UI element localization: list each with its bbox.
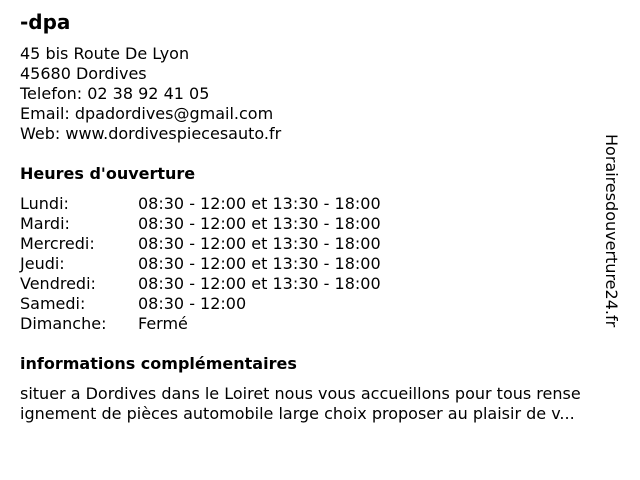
address-city: 45680 Dordives — [20, 64, 147, 83]
hours-day: Lundi: — [20, 194, 69, 213]
additional-info-text — [20, 384, 630, 424]
website-address: Web: www.dordivespiecesauto.fr — [20, 124, 282, 143]
contact-block — [20, 44, 281, 144]
hours-day: Jeudi: — [20, 254, 65, 273]
additional-info-line: situer a Dordives dans le Loiret nous vous accueillons pour tous rense — [20, 384, 581, 403]
additional-info-line: ignement de pièces automobile large choix proposer au plaisir de v... — [20, 404, 575, 423]
hours-day: Samedi: — [20, 294, 86, 313]
hours-time: 08:30 - 12:00 et 13:30 - 18:00 — [138, 194, 381, 213]
hours-day: Mardi: — [20, 214, 70, 233]
address-street: 45 bis Route De Lyon — [20, 44, 190, 63]
business-name: -dpa — [20, 10, 71, 34]
hours-day: Dimanche: — [20, 314, 107, 333]
email-address: Email: dpadordives@gmail.com — [20, 104, 274, 123]
site-watermark: Horairesdouverture24.fr — [602, 134, 621, 328]
hours-time: Fermé — [138, 314, 188, 333]
hours-time: 08:30 - 12:00 et 13:30 - 18:00 — [138, 254, 381, 273]
hours-time: 08:30 - 12:00 et 13:30 - 18:00 — [138, 214, 381, 233]
additional-info-heading: informations complémentaires — [20, 354, 297, 373]
phone-number: Telefon: 02 38 92 41 05 — [20, 84, 210, 103]
opening-hours-heading: Heures d'ouverture — [20, 164, 196, 183]
hours-time: 08:30 - 12:00 et 13:30 - 18:00 — [138, 234, 381, 253]
hours-time: 08:30 - 12:00 et 13:30 - 18:00 — [138, 274, 381, 293]
hours-day: Mercredi: — [20, 234, 95, 253]
hours-time: 08:30 - 12:00 — [138, 294, 247, 313]
hours-day: Vendredi: — [20, 274, 96, 293]
